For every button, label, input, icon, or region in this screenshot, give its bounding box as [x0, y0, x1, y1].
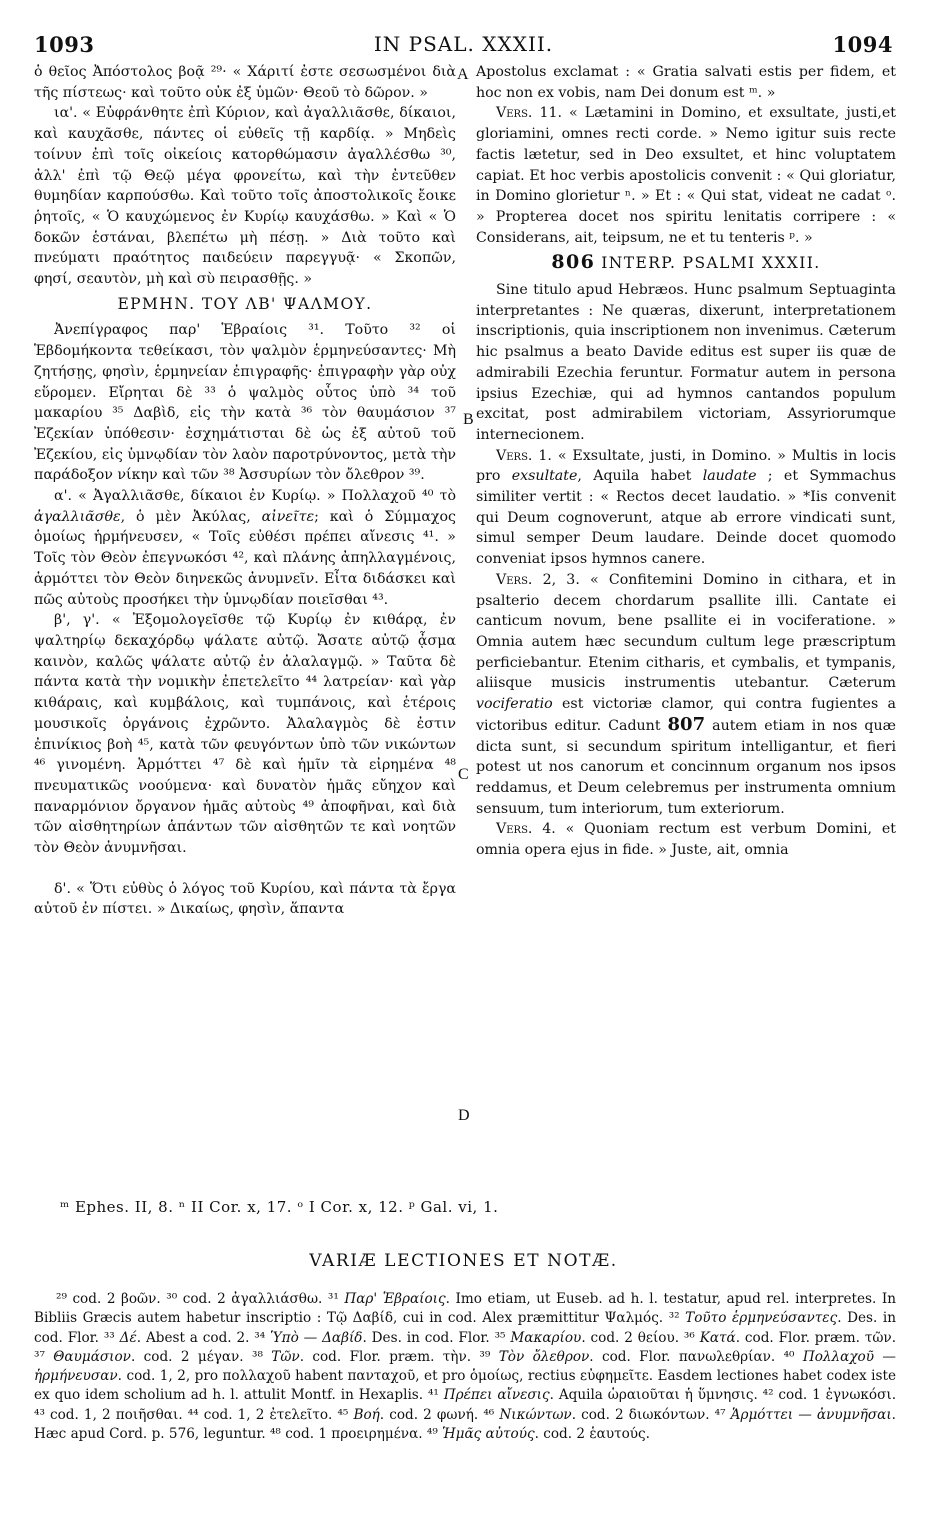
note-text: . cod. 2 φωνή. ⁴⁶ [379, 1406, 500, 1423]
note-lemma: Ἡμᾶς αὐτούς [442, 1426, 535, 1443]
latin-column [476, 62, 896, 861]
verse-label: Vers. [496, 447, 533, 464]
note-text: . Hæc apud Cord. p. 576, leguntur. ⁴⁸ cod. 1 προειρημένα. ⁴⁹ [34, 1406, 896, 1443]
scripture-references: ᵐ Ephes. II, 8. ⁿ II Cor. x, 17. ᵒ I Cor. x, 12. ᵖ Gal. vi, 1. [60, 1198, 499, 1216]
section-title: INTERP. PSALMI XXXII. [601, 254, 821, 273]
notes-paragraph [34, 1290, 896, 1444]
note-lemma: Πρέπει αἴνεσις [443, 1387, 550, 1404]
text-run: 11. « Lætamini in Domino, et exsultate, justi,et gloriamini, omnes recti corde. » Nemo igitur suis recte factis lætetur, sed in Deo exsultet, et hinc voluptatem capiat. Et hoc verbis apostolicis convenit : « Qui gloriatur, in Domino glorietur ⁿ. » Et : « Qui stat, videat ne cadat ᵒ. » Propterea docet nos spiritu lenitatis corripere : « Considerans, ait, teipsum, ne et tu tenteris ᵖ. » [476, 105, 896, 246]
marker-a: A [457, 66, 469, 83]
text-run: 2, 3. « Confitemini Domino in cithara, et in psalterio decem chordarum psallite illi. Cantate ei canticum novum, bene psallite ei in vociferatione. » Omnia autem hæc secundum cultum lege præscriptum perficiebantur. Etenim citharis, et cymbalis, et tympanis, aliisque musicis instrumentis utebantur. Cæterum [476, 571, 896, 692]
running-title: IN PSAL. XXXII. [373, 32, 554, 56]
note-text: . cod. 2 θείου. ³⁶ [581, 1329, 700, 1346]
page-header [34, 32, 893, 60]
text-run: autem etiam in nos quæ dicta sunt, si secundum spiritum intelligantur, et fieri potest ut nos canorum et concinnum organum nos ipsos reddamus, et Deum celebremus per instrumenta omnium sensuum, tum interiorum, tum exteriorum. [476, 717, 896, 817]
verse-label: Vers. [496, 571, 533, 588]
note-lemma: Βοή [353, 1406, 380, 1423]
note-lemma: Δέ [119, 1329, 137, 1346]
note-lemma: Τῶν [271, 1348, 300, 1365]
marker-c: C [458, 766, 469, 783]
greek-paragraph: β', γ'. « Ἐξομολογεῖσθε τῷ Κυρίῳ ἐν κιθάρᾳ, ἐν ψαλτηρίῳ δεκαχόρδῳ ψάλατε αὐτῷ. Ἄσατε αὐτῷ ᾆσμα καινὸν, καλῶς ψάλατε αὐτῷ ἐν ἀλαλαγμῷ. » Ταῦτα δὲ πάντα κατὰ τὴν νομικὴν ἐπετελεῖτο ⁴⁴ λατρείαν· καὶ γὰρ κιθάραις, καὶ κυμβάλοις, καὶ τυμπάνοις, καὶ ἑτέροις μουσικοῖς ὀργάνοις ἐχρῶντο. Ἀλαλαγμὸς δὲ ἐστιν ἐπινίκιος βοὴ ⁴⁵, κατὰ τῶν φευγόντων ὑπὸ τῶν νικώντων ⁴⁶ γινομένη. Ἁρμόττει ⁴⁷ δὲ καὶ ἡμῖν τὰ εἰρημένα ⁴⁸ πνευματικῶς νοούμενα· καὶ δυνατὸν ἡμᾶς εὔηχον καὶ παναρμόνιον ὄργανον ἡμᾶς αὐτοὺς ⁴⁹ ἀποφῆναι, καὶ διὰ τῶν αἰσθητηρίων ἁπάντων τῶν αἰσθητῶν τε καὶ νοητῶν τὸν Θεὸν ἀνυμνῆσαι. [34, 612, 456, 857]
note-lemma: Παρ' Ἑβραίοις [344, 1291, 446, 1307]
text-run: ; et Symmachus similiter vertit : « Rectos decet laudatio. » *Iis convenit qui Deum cognoverunt, atque ab errore vindicati sunt, simul semper Deum laudare. Deinde docet quomodo conveniat ipsos hymnos canere. [476, 468, 896, 568]
note-text: . cod. 2 μέγαν. ³⁸ [130, 1348, 272, 1365]
greek-paragraph: δ'. « Ὅτι εὐθὺς ὁ λόγος τοῦ Κυρίου, καὶ πάντα τὰ ἔργα αὐτοῦ ἐν πίστει. » Δικαίως, φησὶν, ἅπαντα [34, 880, 456, 918]
note-lemma: Ἁρμόττει — ἀνυμνῆσαι [730, 1406, 892, 1423]
latin-paragraph [476, 570, 896, 819]
text-run: α'. « Ἀγαλλιᾶσθε, δίκαιοι ἐν Κυρίῳ. » Πολλαχοῦ ⁴⁰ τὸ [54, 488, 456, 505]
variae-lectiones-title: VARIÆ LECTIONES ET NOTÆ. [309, 1251, 618, 1271]
verse-label: Vers. [496, 105, 533, 122]
note-text: . Des. in cod. Flor. ³⁵ [362, 1329, 511, 1346]
note-text: . Imo etiam, ut Euseb. ad h. l. testatur, apud rel. interpretes. In Bibliis Græcis autem habetur inscriptio : Τῷ Δαβίδ, cui in cod. Alex præmittitur Ψαλμός. ³² [34, 1291, 896, 1327]
note-lemma: Τοῦτο ἑρμηνεύσαντες [685, 1310, 838, 1327]
note-lemma: Τὸν ὄλεθρον [498, 1348, 590, 1365]
note-text: . cod. Flor. πανωλεθρίαν. ⁴⁰ [589, 1348, 803, 1365]
note-lemma: Θαυμάσιον [53, 1348, 131, 1365]
latin-paragraph [476, 819, 896, 860]
note-text: . Des. in cod. Flor. ³³ [34, 1310, 897, 1346]
note-text: . cod. 2 ἑαυτούς. [534, 1426, 650, 1443]
italic-run: laudate [702, 468, 757, 485]
latin-paragraph: Sine titulo apud Hebræos. Hunc psalmum Septuaginta interpretantes : Ne quæras, dixerunt, interpretationem inscriptionis, quia inscriptionem non invenimus. Cæterum hic psalmus a beato Davide editus est super iis quæ de admirabili Ezechia feruntur. Formatur autem in persona ipsius Ezechiæ, qui ad hymnos cantandos populum excitat, post admirabilem victoriam, Assyriorumque internecionem. [476, 282, 896, 443]
greek-paragraph: Ἀνεπίγραφος παρ' Ἑβραίοις ³¹. Τοῦτο ³² οἱ Ἑβδομήκοντα τεθείκασι, τὸν ψαλμὸν ἑρμηνεύσαντες· Μὴ ζητήσῃς, φησὶν, ἑρμηνείαν ἐπιγραφῆς· ἐπιγραφὴν γὰρ οὐχ εὕρομεν. Εἴρηται δὲ ³³ ὁ ψαλμὸς οὗτος ὑπὸ ³⁴ τοῦ μακαρίου ³⁵ Δαβὶδ, εἰς τὴν κατὰ ³⁶ τὸν θαυμάσιον ³⁷ Ἐζεκίαν ὑπόθεσιν· ἐσχημάτισται δὲ ὡς ἐξ αὐτοῦ τοῦ Ἐζεκίου, εἰς ὑμνῳδίαν τὸν λαὸν παροτρύνοντος, μετὰ τὴν παράδοξον νίκην καὶ τῶν ³⁸ Ἀσσυρίων τὸν ὄλεθρον ³⁹. [34, 322, 456, 484]
note-lemma: Νικώντων [499, 1406, 572, 1423]
column-number: 806 [551, 251, 596, 274]
greek-paragraph [34, 486, 456, 610]
text-run: , ὁ μὲν Ἀκύλας, [120, 508, 262, 525]
text-run: ; καὶ ὁ Σύμμαχος ὁμοίως ἡρμήνευσεν, « Τοῖς εὐθέσι πρέπει αἴνεσις ⁴¹. » Τοῖς τὸν Θεὸν ἐπεγνωκόσι ⁴², καὶ πλάνης ἀπηλλαγμένοις, ἁρμόττει τὸν Θεὸν διηνεκῶς ἀνυμνεῖν. Εἶτα διδάσκει καὶ πῶς αὐτοὺς προσήκει τὴν ὑμνῳδίαν ποιεῖσθαι ⁴³. [34, 508, 456, 608]
latin-paragraph [476, 103, 896, 248]
greek-paragraph: ὁ θεῖος Ἀπόστολος βοᾷ ²⁹· « Χάριτί ἐστε σεσωσμένοι διὰ τῆς πίστεως· καὶ τοῦτο οὐκ ἐξ ὑμῶν· Θεοῦ τὸ δῶρον. » [34, 64, 456, 101]
text-run: , Aquila habet [577, 468, 703, 485]
note-text: . cod. Flor. præm. τῶν. ³⁷ [34, 1329, 897, 1365]
italic-run: αἰνεῖτε [261, 508, 315, 525]
note-lemma: Κατά [699, 1329, 736, 1346]
italic-run: ἀγαλλιᾶσθε [34, 508, 121, 525]
text-run: 1. « Exsultate, justi, in Domino. » Multis in locis pro [476, 447, 896, 485]
italic-run: exsultate [511, 468, 578, 485]
note-text: ²⁹ cod. 2 βοῶν. ³⁰ cod. 2 ἀγαλλιάσθω. ³¹ [56, 1291, 345, 1307]
left-page-number: 1093 [34, 32, 95, 57]
note-lemma: Μακαρίου [510, 1329, 582, 1346]
note-lemma: Ὑπὸ — Δαβίδ [270, 1329, 363, 1346]
text-run: 4. « Quoniam rectum est verbum Domini, et omnia opera ejus in fide. » Juste, ait, omnia [476, 821, 896, 859]
greek-section-heading: ΕΡΜΗΝ. ΤΟΥ ΛΒ' ΨΑΛΜΟΥ. [117, 294, 373, 313]
latin-paragraph: Apostolus exclamat : « Gratia salvati estis per fidem, et hoc non ex vobis, nam Dei donum est ᵐ. » [476, 64, 896, 101]
note-text: . Aquila ὡραιοῦται ἡ ὕμνησις. ⁴² cod. 1 ἐγνωκόσι. ⁴³ cod. 1, 2 ποιῆσθαι. ⁴⁴ cod. 1, 2 ἐτελεῖτο. ⁴⁵ [34, 1387, 897, 1423]
note-lemma: Πολλαχοῦ — ἡρμήνευσαν [34, 1348, 896, 1385]
note-text: . cod. Flor. præm. τὴν. ³⁹ [299, 1348, 499, 1365]
greek-column [34, 62, 456, 920]
note-text: . Abest a cod. 2. ³⁴ [136, 1329, 271, 1346]
right-page-number: 1094 [832, 32, 893, 57]
note-text: . cod. 2 διωκόντων. ⁴⁷ [571, 1406, 731, 1423]
marker-b: B [463, 411, 474, 428]
latin-paragraph [476, 446, 896, 570]
note-text: . cod. 1, 2, pro πολλαχοῦ habent πανταχοῦ, et pro ὁμοίως, rectius εὐφημεῖτε. Easdem lectiones habet codex iste ex quo idem scholium ad h. l. attulit Montf. in Hexaplis. ⁴¹ [34, 1368, 896, 1404]
greek-paragraph: ια'. « Εὐφράνθητε ἐπὶ Κύριον, καὶ ἀγαλλιᾶσθε, δίκαιοι, καὶ καυχᾶσθε, πάντες οἱ εὐθεῖς τῇ καρδίᾳ. » Μηδεὶς τοίνυν ἐπὶ τοῖς οἰκείοις κατορθώμασιν ἀγαλλέσθω ³⁰, ἀλλ' ἐπὶ τῷ Θεῷ μέγα φρονείτω, καὶ τὴν ἐντεῦθεν θυμηδίαν καρπούσθω. Καὶ τοῦτο τοῖς ἀποστολικοῖς ἔοικε ῥητοῖς, « Ὁ καυχώμενος ἐν Κυρίῳ καυχάσθω. » Καὶ « Ὁ δοκῶν ἑστάναι, βλεπέτω μὴ πέσῃ. » Διὰ τοῦτο καὶ πνεύματι πραότητος παιδεύειν παρεγγυᾷ· « Σκοπῶν, φησί, σεαυτὸν, μὴ καὶ σὺ πειρασθῇς. » [34, 105, 456, 288]
latin-section-heading [476, 252, 896, 274]
marker-d: D [458, 1107, 470, 1124]
text-run: est victoriæ clamor, qui contra fugientes a victoribus editur. Cadunt [476, 696, 896, 734]
variant-notes [34, 1290, 896, 1444]
italic-run: vociferatio [476, 696, 553, 713]
column-number: 807 [667, 713, 706, 735]
verse-label: Vers. [496, 821, 533, 838]
